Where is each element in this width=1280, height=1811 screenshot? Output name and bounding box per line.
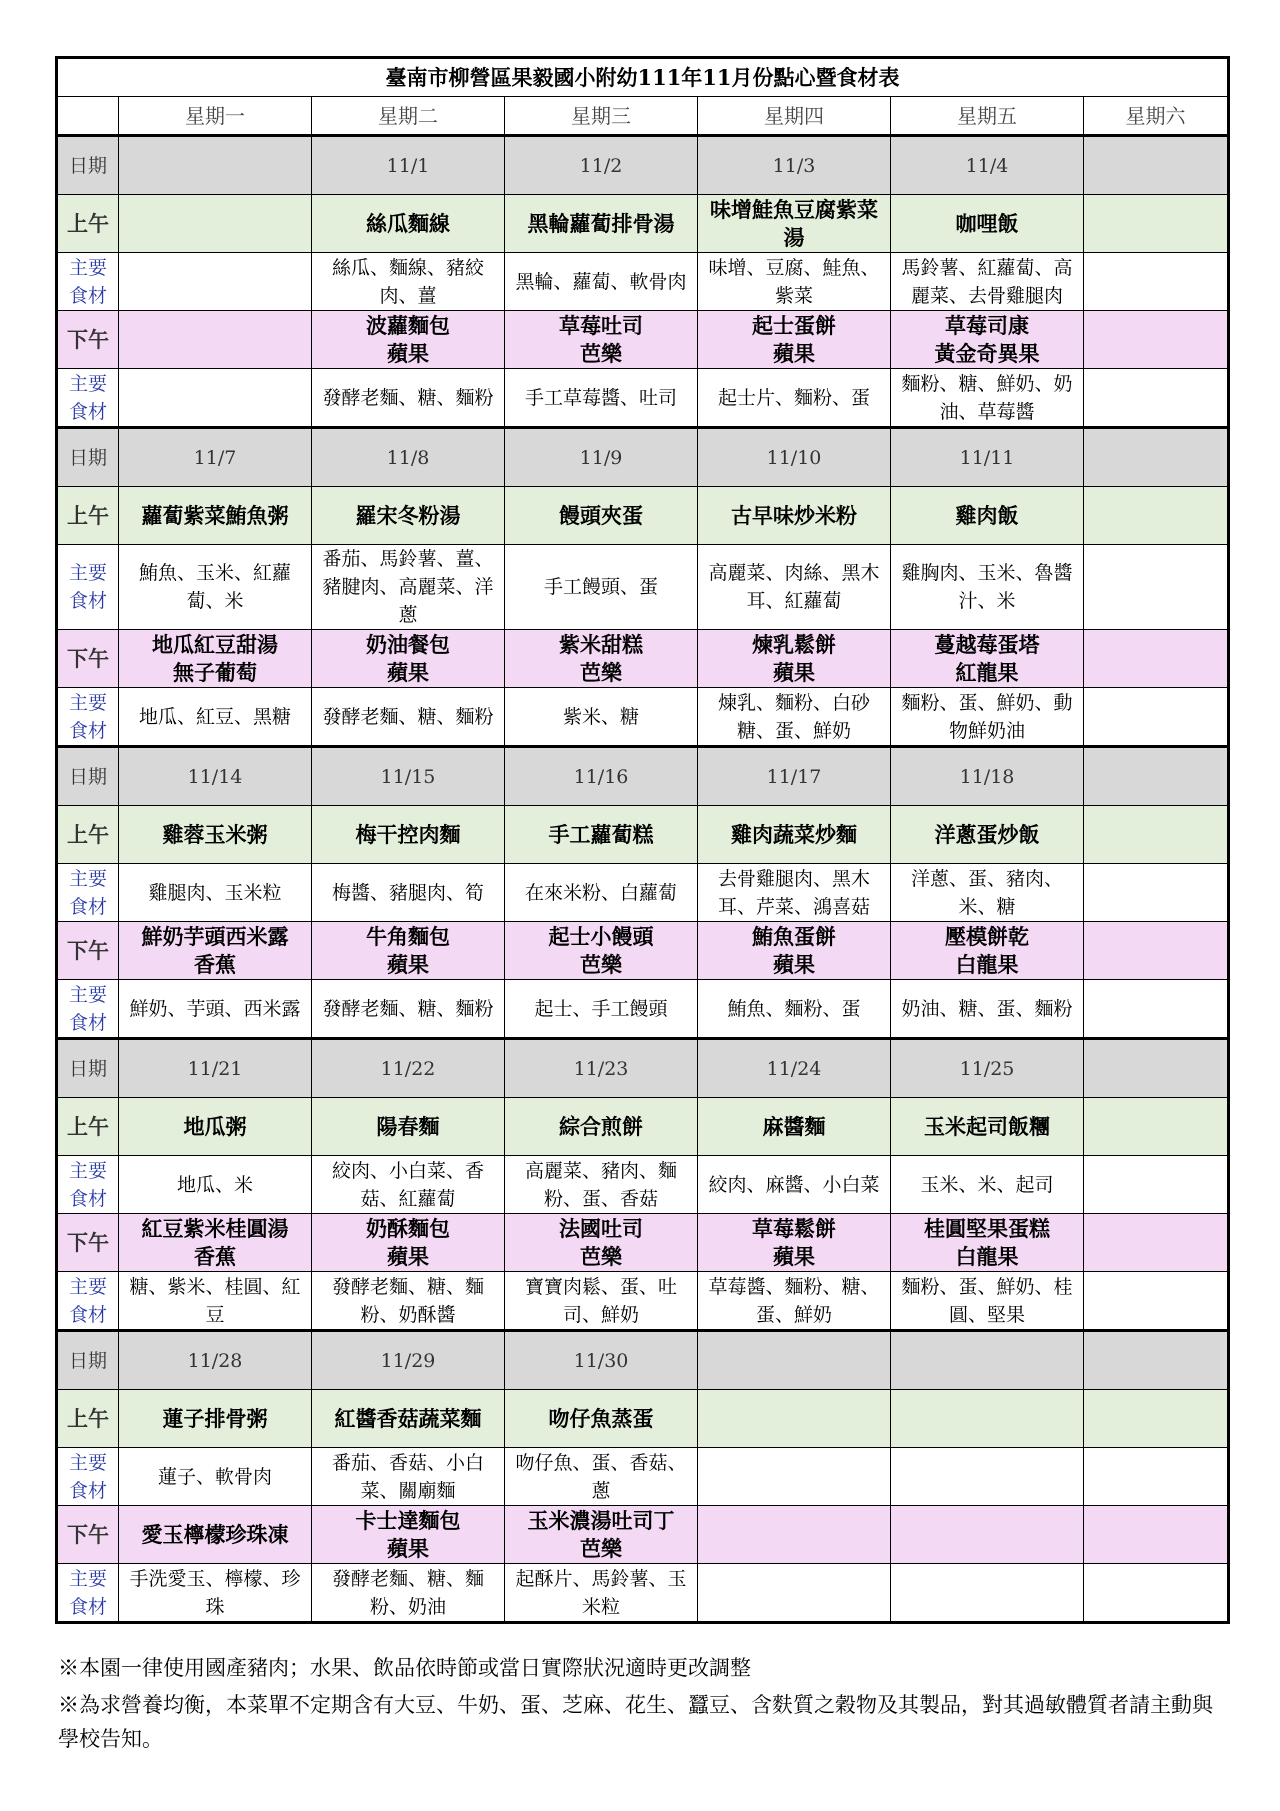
am-ingredients-cell: 馬鈴薯、紅蘿蔔、高麗菜、去骨雞腿肉 [891, 253, 1084, 311]
am-ingredients-cell [1084, 864, 1229, 922]
week-2-date-row [57, 428, 1229, 487]
pm-ingredients-cell: 發酵老麵、糖、麵粉 [312, 980, 505, 1039]
date-cell: 11/17 [698, 747, 891, 806]
date-cell [1084, 1331, 1229, 1390]
week-3-pm-snack-row [57, 922, 1229, 980]
week-1-pm-snack-row [57, 311, 1229, 369]
date-label: 日期 [57, 747, 119, 806]
am-ingredients-cell [1084, 1448, 1229, 1506]
pm-snack-cell: 蔓越莓蛋塔 紅龍果 [891, 630, 1084, 688]
am-snack-cell: 蘿蔔紫菜鮪魚粥 [119, 487, 312, 545]
am-snack-label: 上午 [57, 487, 119, 545]
pm-ingredients-cell: 鮮奶、芋頭、西米露 [119, 980, 312, 1039]
am-ingredients-label: 主要 食材 [57, 864, 119, 922]
pm-snack-cell: 起士蛋餅 蘋果 [698, 311, 891, 369]
am-snack-label: 上午 [57, 195, 119, 253]
week-4-am-ingredients-row [57, 1156, 1229, 1214]
pm-snack-label: 下午 [57, 922, 119, 980]
week-5-am-ingredients-row [57, 1448, 1229, 1506]
week-1-am-ingredients-row [57, 253, 1229, 311]
am-ingredients-label: 主要 食材 [57, 1156, 119, 1214]
pm-ingredients-label: 主要 食材 [57, 369, 119, 428]
date-cell: 11/8 [312, 428, 505, 487]
pm-ingredients-label: 主要 食材 [57, 1272, 119, 1331]
pm-snack-label: 下午 [57, 1214, 119, 1272]
pm-snack-cell: 桂圓堅果蛋糕 白龍果 [891, 1214, 1084, 1272]
am-snack-cell [1084, 806, 1229, 864]
week-4-pm-ingredients-row [57, 1272, 1229, 1331]
pm-ingredients-cell: 手工草莓醬、吐司 [505, 369, 698, 428]
pm-ingredients-cell: 發酵老麵、糖、麵粉、奶油 [312, 1564, 505, 1623]
pm-snack-cell: 草莓吐司 芭樂 [505, 311, 698, 369]
pm-ingredients-cell [119, 369, 312, 428]
am-snack-cell: 雞蓉玉米粥 [119, 806, 312, 864]
am-snack-cell: 麻醬麵 [698, 1098, 891, 1156]
pm-ingredients-cell: 麵粉、蛋、鮮奶、桂圓、堅果 [891, 1272, 1084, 1331]
pm-snack-cell: 奶油餐包 蘋果 [312, 630, 505, 688]
pm-snack-cell: 卡士達麵包 蘋果 [312, 1506, 505, 1564]
week-3-am-ingredients-row [57, 864, 1229, 922]
weekday-header-blank [57, 97, 119, 136]
pm-ingredients-cell [1084, 688, 1229, 747]
pm-ingredients-label: 主要 食材 [57, 1564, 119, 1623]
am-ingredients-cell: 黑輪、蘿蔔、軟骨肉 [505, 253, 698, 311]
pm-snack-cell: 鮪魚蛋餅 蘋果 [698, 922, 891, 980]
date-cell: 11/14 [119, 747, 312, 806]
date-cell [1084, 1039, 1229, 1098]
week-3-date-row [57, 747, 1229, 806]
date-cell: 11/10 [698, 428, 891, 487]
pm-snack-cell [1084, 630, 1229, 688]
week-2-am-snack-row [57, 487, 1229, 545]
pm-ingredients-cell: 發酵老麵、糖、麵粉、奶酥醬 [312, 1272, 505, 1331]
pm-ingredients-cell [1084, 1564, 1229, 1623]
pm-snack-cell [1084, 1506, 1229, 1564]
am-ingredients-cell: 吻仔魚、蛋、香菇、蔥 [505, 1448, 698, 1506]
weekday-header: 星期三 [505, 97, 698, 136]
pm-snack-cell: 起士小饅頭 芭樂 [505, 922, 698, 980]
date-cell: 11/21 [119, 1039, 312, 1098]
am-ingredients-cell: 地瓜、米 [119, 1156, 312, 1214]
week-5-am-snack-row [57, 1390, 1229, 1448]
pm-ingredients-cell: 發酵老麵、糖、麵粉 [312, 688, 505, 747]
am-snack-cell [1084, 1390, 1229, 1448]
pm-ingredients-cell: 奶油、糖、蛋、麵粉 [891, 980, 1084, 1039]
am-snack-cell: 古早味炒米粉 [698, 487, 891, 545]
pm-ingredients-cell: 起酥片、馬鈴薯、玉米粒 [505, 1564, 698, 1623]
am-snack-cell [698, 1390, 891, 1448]
am-snack-label: 上午 [57, 806, 119, 864]
pm-snack-cell [119, 311, 312, 369]
pm-snack-label: 下午 [57, 311, 119, 369]
am-ingredients-cell: 番茄、香菇、小白菜、關廟麵 [312, 1448, 505, 1506]
pm-ingredients-cell [1084, 369, 1229, 428]
week-2-pm-snack-row [57, 630, 1229, 688]
am-snack-cell: 吻仔魚蒸蛋 [505, 1390, 698, 1448]
date-cell [119, 136, 312, 195]
am-snack-cell [1084, 1098, 1229, 1156]
week-3-pm-ingredients-row [57, 980, 1229, 1039]
am-snack-cell: 羅宋冬粉湯 [312, 487, 505, 545]
am-snack-label: 上午 [57, 1098, 119, 1156]
am-snack-cell: 手工蘿蔔糕 [505, 806, 698, 864]
am-snack-cell: 雞肉飯 [891, 487, 1084, 545]
date-cell [698, 1331, 891, 1390]
pm-snack-cell: 奶酥麵包 蘋果 [312, 1214, 505, 1272]
am-ingredients-cell: 高麗菜、肉絲、黑木耳、紅蘿蔔 [698, 545, 891, 630]
pm-ingredients-cell: 紫米、糖 [505, 688, 698, 747]
pm-ingredients-cell [698, 1564, 891, 1623]
pm-snack-cell [891, 1506, 1084, 1564]
date-cell [1084, 428, 1229, 487]
weekday-header: 星期六 [1084, 97, 1229, 136]
pm-ingredients-cell: 糖、紫米、桂圓、紅豆 [119, 1272, 312, 1331]
week-2-am-ingredients-row [57, 545, 1229, 630]
am-ingredients-label: 主要 食材 [57, 1448, 119, 1506]
date-cell: 11/11 [891, 428, 1084, 487]
pm-snack-cell: 愛玉檸檬珍珠凍 [119, 1506, 312, 1564]
pm-ingredients-cell: 起士、手工饅頭 [505, 980, 698, 1039]
week-1-pm-ingredients-row [57, 369, 1229, 428]
am-ingredients-cell: 去骨雞腿肉、黑木耳、芹菜、鴻喜菇 [698, 864, 891, 922]
date-cell [1084, 747, 1229, 806]
am-snack-cell: 陽春麵 [312, 1098, 505, 1156]
date-label: 日期 [57, 136, 119, 195]
am-ingredients-cell: 梅醬、豬腿肉、筍 [312, 864, 505, 922]
pm-ingredients-cell: 麵粉、糖、鮮奶、奶油、草莓醬 [891, 369, 1084, 428]
am-ingredients-cell: 蓮子、軟骨肉 [119, 1448, 312, 1506]
pm-ingredients-label: 主要 食材 [57, 688, 119, 747]
am-snack-cell: 咖哩飯 [891, 195, 1084, 253]
snack-menu-table [55, 56, 1230, 1624]
weekday-header-row [57, 97, 1229, 136]
pm-ingredients-cell [1084, 1272, 1229, 1331]
week-5-pm-snack-row [57, 1506, 1229, 1564]
pm-ingredients-cell: 草莓醬、麵粉、糖、蛋、鮮奶 [698, 1272, 891, 1331]
am-ingredients-cell: 鮪魚、玉米、紅蘿蔔、米 [119, 545, 312, 630]
date-cell: 11/2 [505, 136, 698, 195]
am-ingredients-cell: 絲瓜、麵線、豬絞肉、薑 [312, 253, 505, 311]
date-cell [891, 1331, 1084, 1390]
am-snack-cell: 黑輪蘿蔔排骨湯 [505, 195, 698, 253]
week-4-date-row [57, 1039, 1229, 1098]
pm-snack-cell: 牛角麵包 蘋果 [312, 922, 505, 980]
pm-ingredients-cell [1084, 980, 1229, 1039]
week-5-date-row [57, 1331, 1229, 1390]
am-ingredients-cell: 雞胸肉、玉米、魯醬汁、米 [891, 545, 1084, 630]
date-label: 日期 [57, 1039, 119, 1098]
am-ingredients-cell: 雞腿肉、玉米粒 [119, 864, 312, 922]
date-cell: 11/16 [505, 747, 698, 806]
date-cell: 11/9 [505, 428, 698, 487]
date-cell: 11/23 [505, 1039, 698, 1098]
am-snack-cell: 玉米起司飯糰 [891, 1098, 1084, 1156]
am-snack-cell: 蓮子排骨粥 [119, 1390, 312, 1448]
date-cell: 11/24 [698, 1039, 891, 1098]
am-ingredients-label: 主要 食材 [57, 545, 119, 630]
week-4-am-snack-row [57, 1098, 1229, 1156]
date-label: 日期 [57, 428, 119, 487]
date-cell [1084, 136, 1229, 195]
pm-ingredients-label: 主要 食材 [57, 980, 119, 1039]
pm-ingredients-cell: 起士片、麵粉、蛋 [698, 369, 891, 428]
pm-snack-cell [698, 1506, 891, 1564]
am-snack-cell: 綜合煎餅 [505, 1098, 698, 1156]
am-snack-cell: 地瓜粥 [119, 1098, 312, 1156]
am-ingredients-cell: 手工饅頭、蛋 [505, 545, 698, 630]
am-ingredients-cell: 番茄、馬鈴薯、薑、豬腱肉、高麗菜、洋蔥 [312, 545, 505, 630]
date-cell: 11/3 [698, 136, 891, 195]
date-cell: 11/4 [891, 136, 1084, 195]
pm-snack-cell: 玉米濃湯吐司丁 芭樂 [505, 1506, 698, 1564]
date-cell: 11/30 [505, 1331, 698, 1390]
pm-snack-cell [1084, 311, 1229, 369]
am-snack-cell: 味增鮭魚豆腐紫菜湯 [698, 195, 891, 253]
pm-snack-cell: 鮮奶芋頭西米露 香蕉 [119, 922, 312, 980]
pm-snack-cell: 煉乳鬆餅 蘋果 [698, 630, 891, 688]
pm-snack-label: 下午 [57, 1506, 119, 1564]
am-snack-cell: 雞肉蔬菜炒麵 [698, 806, 891, 864]
pm-snack-cell: 草莓鬆餅 蘋果 [698, 1214, 891, 1272]
date-label: 日期 [57, 1331, 119, 1390]
weekday-header: 星期一 [119, 97, 312, 136]
pm-snack-cell: 法國吐司 芭樂 [505, 1214, 698, 1272]
pm-ingredients-cell: 煉乳、麵粉、白砂糖、蛋、鮮奶 [698, 688, 891, 747]
date-cell: 11/1 [312, 136, 505, 195]
week-1-am-snack-row [57, 195, 1229, 253]
pm-snack-cell [1084, 922, 1229, 980]
am-snack-cell: 梅干控肉麵 [312, 806, 505, 864]
date-cell: 11/22 [312, 1039, 505, 1098]
am-ingredients-cell: 玉米、米、起司 [891, 1156, 1084, 1214]
am-snack-cell: 洋蔥蛋炒飯 [891, 806, 1084, 864]
pm-ingredients-cell: 地瓜、紅豆、黑糖 [119, 688, 312, 747]
am-ingredients-cell: 味增、豆腐、鮭魚、紫菜 [698, 253, 891, 311]
am-snack-cell [1084, 195, 1229, 253]
am-ingredients-cell: 洋蔥、蛋、豬肉、米、糖 [891, 864, 1084, 922]
date-cell: 11/25 [891, 1039, 1084, 1098]
pm-snack-cell: 紅豆紫米桂圓湯 香蕉 [119, 1214, 312, 1272]
week-4-pm-snack-row [57, 1214, 1229, 1272]
weekday-header: 星期五 [891, 97, 1084, 136]
am-ingredients-cell: 在來米粉、白蘿蔔 [505, 864, 698, 922]
am-snack-cell [1084, 487, 1229, 545]
week-1-date-row [57, 136, 1229, 195]
pm-snack-cell [1084, 1214, 1229, 1272]
am-ingredients-cell [698, 1448, 891, 1506]
am-ingredients-cell [119, 253, 312, 311]
pm-ingredients-cell [891, 1564, 1084, 1623]
pm-ingredients-cell: 手洗愛玉、檸檬、珍珠 [119, 1564, 312, 1623]
am-ingredients-cell [1084, 545, 1229, 630]
am-ingredients-cell: 絞肉、小白菜、香菇、紅蘿蔔 [312, 1156, 505, 1214]
date-cell: 11/15 [312, 747, 505, 806]
pm-snack-cell: 波蘿麵包 蘋果 [312, 311, 505, 369]
pm-snack-cell: 草莓司康 黃金奇異果 [891, 311, 1084, 369]
week-2-pm-ingredients-row [57, 688, 1229, 747]
am-snack-label: 上午 [57, 1390, 119, 1448]
weekday-header: 星期四 [698, 97, 891, 136]
pm-snack-label: 下午 [57, 630, 119, 688]
pm-snack-cell: 壓模餅乾 白龍果 [891, 922, 1084, 980]
pm-snack-cell: 紫米甜糕 芭樂 [505, 630, 698, 688]
pm-ingredients-cell: 麵粉、蛋、鮮奶、動物鮮奶油 [891, 688, 1084, 747]
date-cell: 11/29 [312, 1331, 505, 1390]
pm-ingredients-cell: 發酵老麵、糖、麵粉 [312, 369, 505, 428]
am-ingredients-cell [891, 1448, 1084, 1506]
am-snack-cell [119, 195, 312, 253]
date-cell: 11/28 [119, 1331, 312, 1390]
am-snack-cell: 絲瓜麵線 [312, 195, 505, 253]
note-allergen: ※為求營養均衡，本菜單不定期含有大豆、牛奶、蛋、芝麻、花生、蠶豆、含麩質之穀物及其製品，對其過敏體質者請主動與學校告知。 [58, 1693, 1213, 1751]
am-snack-cell: 紅醬香菇蔬菜麵 [312, 1390, 505, 1448]
pm-snack-cell: 地瓜紅豆甜湯 無子葡萄 [119, 630, 312, 688]
weekday-header: 星期二 [312, 97, 505, 136]
am-snack-cell: 饅頭夾蛋 [505, 487, 698, 545]
am-ingredients-cell [1084, 253, 1229, 311]
pm-ingredients-cell: 鮪魚、麵粉、蛋 [698, 980, 891, 1039]
am-ingredients-cell: 絞肉、麻醬、小白菜 [698, 1156, 891, 1214]
date-cell: 11/7 [119, 428, 312, 487]
am-ingredients-cell [1084, 1156, 1229, 1214]
pm-ingredients-cell: 寶寶肉鬆、蛋、吐司、鮮奶 [505, 1272, 698, 1331]
am-snack-cell [891, 1390, 1084, 1448]
note-pork-fruit: ※本園一律使用國產豬肉；水果、飲品依時節或當日實際狀況適時更改調整 [58, 1656, 751, 1680]
week-3-am-snack-row [57, 806, 1229, 864]
date-cell: 11/18 [891, 747, 1084, 806]
week-5-pm-ingredients-row [57, 1564, 1229, 1623]
am-ingredients-label: 主要 食材 [57, 253, 119, 311]
menu-title: 臺南市柳營區果毅國小附幼111年11月份點心暨食材表 [57, 58, 1229, 97]
am-ingredients-cell: 高麗菜、豬肉、麵粉、蛋、香菇 [505, 1156, 698, 1214]
